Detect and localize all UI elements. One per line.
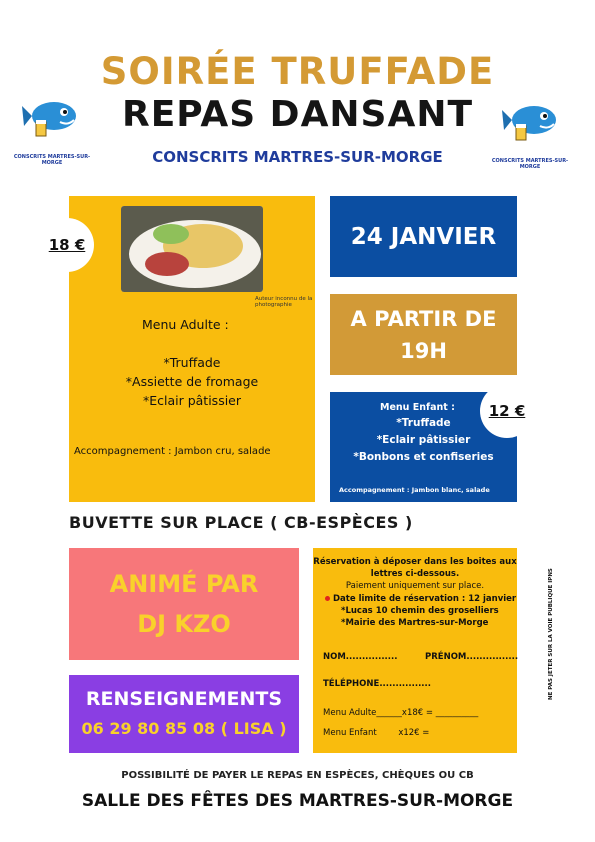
adult-accompaniment: Accompagnement : Jambon cru, salade	[74, 446, 271, 457]
bullet-icon	[325, 596, 330, 601]
adult-order-field[interactable]: Menu Adulte______x18€ = __________	[323, 708, 479, 718]
adult-menu-item: *Assiette de fromage	[125, 374, 259, 389]
reservation-instructions	[313, 556, 517, 592]
adult-menu-box	[69, 196, 315, 502]
adult-menu-items	[69, 353, 315, 410]
dj-line-1: ANIMÉ PAR	[109, 570, 259, 598]
dj-box	[69, 548, 299, 660]
event-date: 24 JANVIER	[350, 223, 497, 250]
event-subtitle: REPAS DANSANT	[121, 94, 474, 135]
reservation-line: Réservation à déposer dans les boites aux	[313, 557, 517, 567]
food-plate-image	[121, 206, 263, 292]
child-menu-item: *Truffade	[396, 417, 451, 429]
reservation-deadline: Date limite de réservation : 12 janvier	[325, 593, 516, 605]
child-price-badge: 12 €	[480, 384, 534, 438]
adult-menu-item: *Eclair pâtissier	[142, 393, 242, 408]
reservation-details	[325, 593, 516, 629]
time-box	[330, 294, 517, 375]
time-line-1: A PARTIR DE	[350, 306, 497, 331]
organizer-name: CONSCRITS MARTRES-SUR-MORGE	[152, 148, 443, 166]
logo-caption: CONSCRITS MARTRES-SUR-MORGE	[491, 158, 569, 170]
fish-logo-icon	[500, 92, 562, 154]
reservation-place: *Mairie des Martres-sur-Morge	[341, 618, 489, 628]
event-title: SOIRÉE TRUFFADE	[100, 50, 495, 93]
info-box	[69, 675, 299, 753]
info-title: RENSEIGNEMENTS	[85, 688, 283, 710]
info-phone: 06 29 80 85 08 ( LISA )	[81, 719, 287, 738]
child-menu-item: *Eclair pâtissier	[376, 434, 471, 446]
child-menu-item: *Bonbons et confiseries	[353, 451, 494, 463]
logo-caption: CONSCRITS MARTRES-SUR-MORGE	[13, 154, 91, 166]
ipns-side-note: NE PAS JETER SUR LA VOIE PUBLIQUE IPNS	[548, 568, 554, 700]
reservation-box	[313, 548, 517, 753]
date-box	[330, 196, 517, 277]
nom-field[interactable]: NOM................	[323, 652, 398, 662]
payment-note: POSSIBILITÉ DE PAYER LE REPAS EN ESPÈCES, CHÈQUES OU CB	[121, 770, 474, 781]
buvette-text: BUVETTE SUR PLACE ( CB-ESPÈCES )	[69, 513, 413, 532]
child-accompaniment: Accompagnement : Jambon blanc, salade	[339, 486, 490, 494]
reservation-line: Paiement uniquement sur place.	[345, 581, 485, 591]
reservation-place: *Lucas 10 chemin des groselliers	[341, 606, 499, 616]
prenom-field[interactable]: PRÉNOM................	[425, 652, 519, 662]
photo-credit: Auteur inconnu de la photographie	[255, 296, 313, 308]
reservation-line: lettres ci-dessous.	[370, 569, 460, 579]
dj-line-2: DJ KZO	[137, 610, 231, 638]
fish-logo-icon	[20, 88, 82, 150]
child-order-field[interactable]: Menu Enfant x12€ =	[323, 728, 430, 738]
truffade-photo	[121, 206, 263, 292]
left-logo	[13, 88, 92, 166]
telephone-field[interactable]: TÉLÉPHONE................	[323, 679, 431, 689]
child-menu-heading: Menu Enfant :	[380, 402, 455, 413]
adult-menu-item: *Truffade	[163, 355, 221, 370]
venue-name: SALLE DES FÊTES DES MARTRES-SUR-MORGE	[81, 791, 514, 811]
time-line-2: 19H	[400, 338, 447, 363]
adult-price-badge: 18 €	[40, 218, 94, 272]
right-logo	[491, 92, 570, 170]
adult-menu-heading: Menu Adulte :	[142, 317, 229, 332]
